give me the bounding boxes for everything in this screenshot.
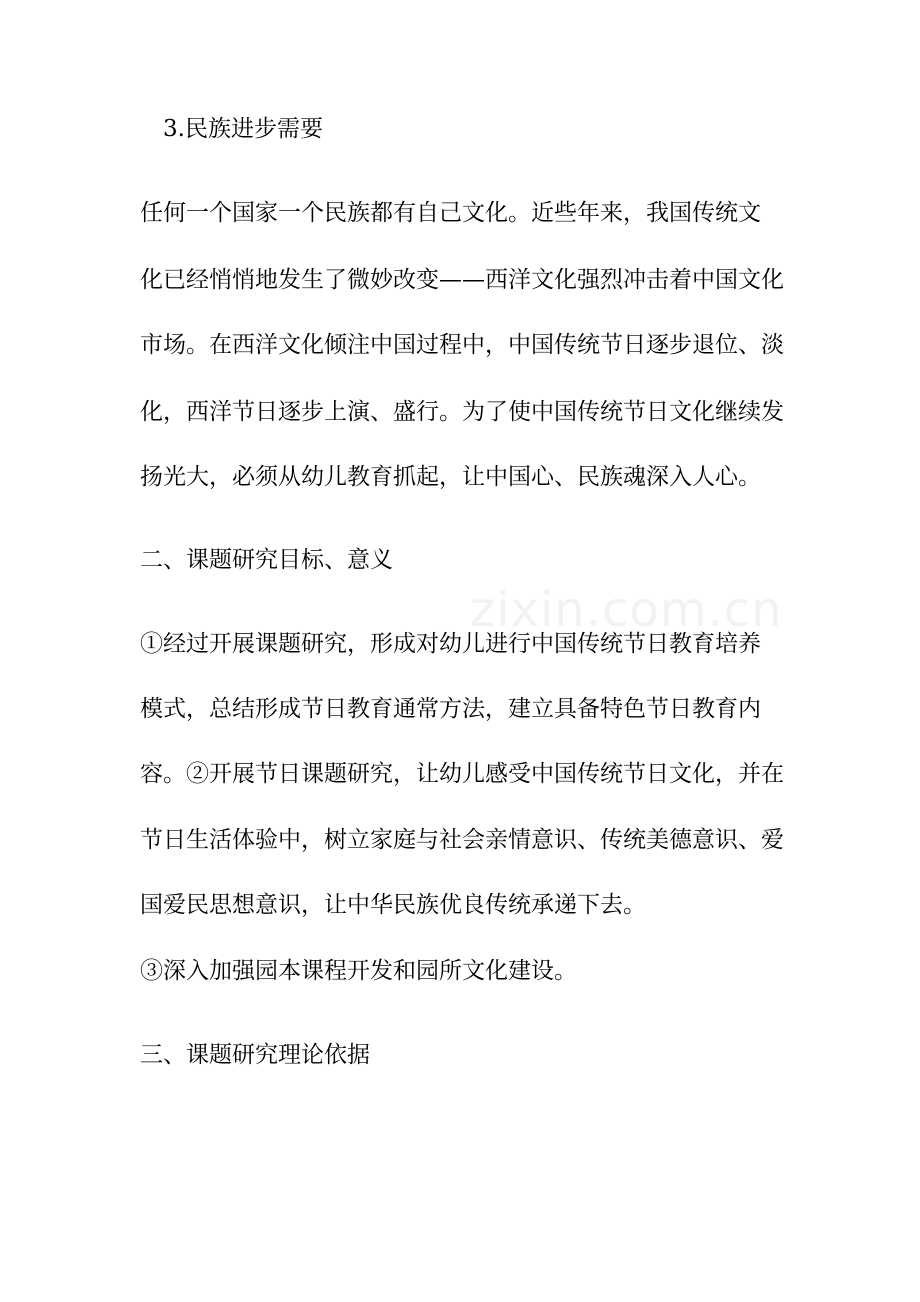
paragraph-2-line-3: 容。②开展节日课题研究，让幼儿感受中国传统节日文化，并在 <box>140 761 784 787</box>
paragraph-2-line-1: ①经过开展课题研究，形成对幼儿进行中国传统节日教育培养 <box>140 631 761 657</box>
paragraph-1-line-3: 市场。在西洋文化倾注中国过程中，中国传统节日逐步退位、淡 <box>140 332 784 358</box>
paragraph-2-line-5: 国爱民思想意识，让中华民族优良传统承递下去。 <box>140 892 646 918</box>
section-heading-3: 三、课题研究理论依据 <box>140 1042 370 1068</box>
paragraph-2-line-4: 节日生活体验中，树立家庭与社会亲情意识、传统美德意识、爱 <box>140 827 784 853</box>
paragraph-2-line-2: 模式，总结形成节日教育通常方法，建立具备特色节日教育内 <box>140 696 761 722</box>
paragraph-1-line-2: 化已经悄悄地发生了微妙改变——西洋文化强烈冲击着中国文化 <box>140 267 784 293</box>
section-heading-2: 二、课题研究目标、意义 <box>140 547 393 573</box>
subheading-national-progress: 3.民族进步需要 <box>163 116 323 142</box>
paragraph-1-line-1: 任何一个国家一个民族都有自己文化。近些年来，我国传统文 <box>140 200 761 226</box>
paragraph-1-line-4: 化，西洋节日逐步上演、盛行。为了使中国传统节日文化继续发 <box>140 399 784 425</box>
watermark: zixin.com.cn <box>470 582 783 638</box>
paragraph-1-line-5: 扬光大，必须从幼儿教育抓起，让中国心、民族魂深入人心。 <box>140 464 761 490</box>
paragraph-2-line-6: ③深入加强园本课程开发和园所文化建设。 <box>140 958 577 984</box>
